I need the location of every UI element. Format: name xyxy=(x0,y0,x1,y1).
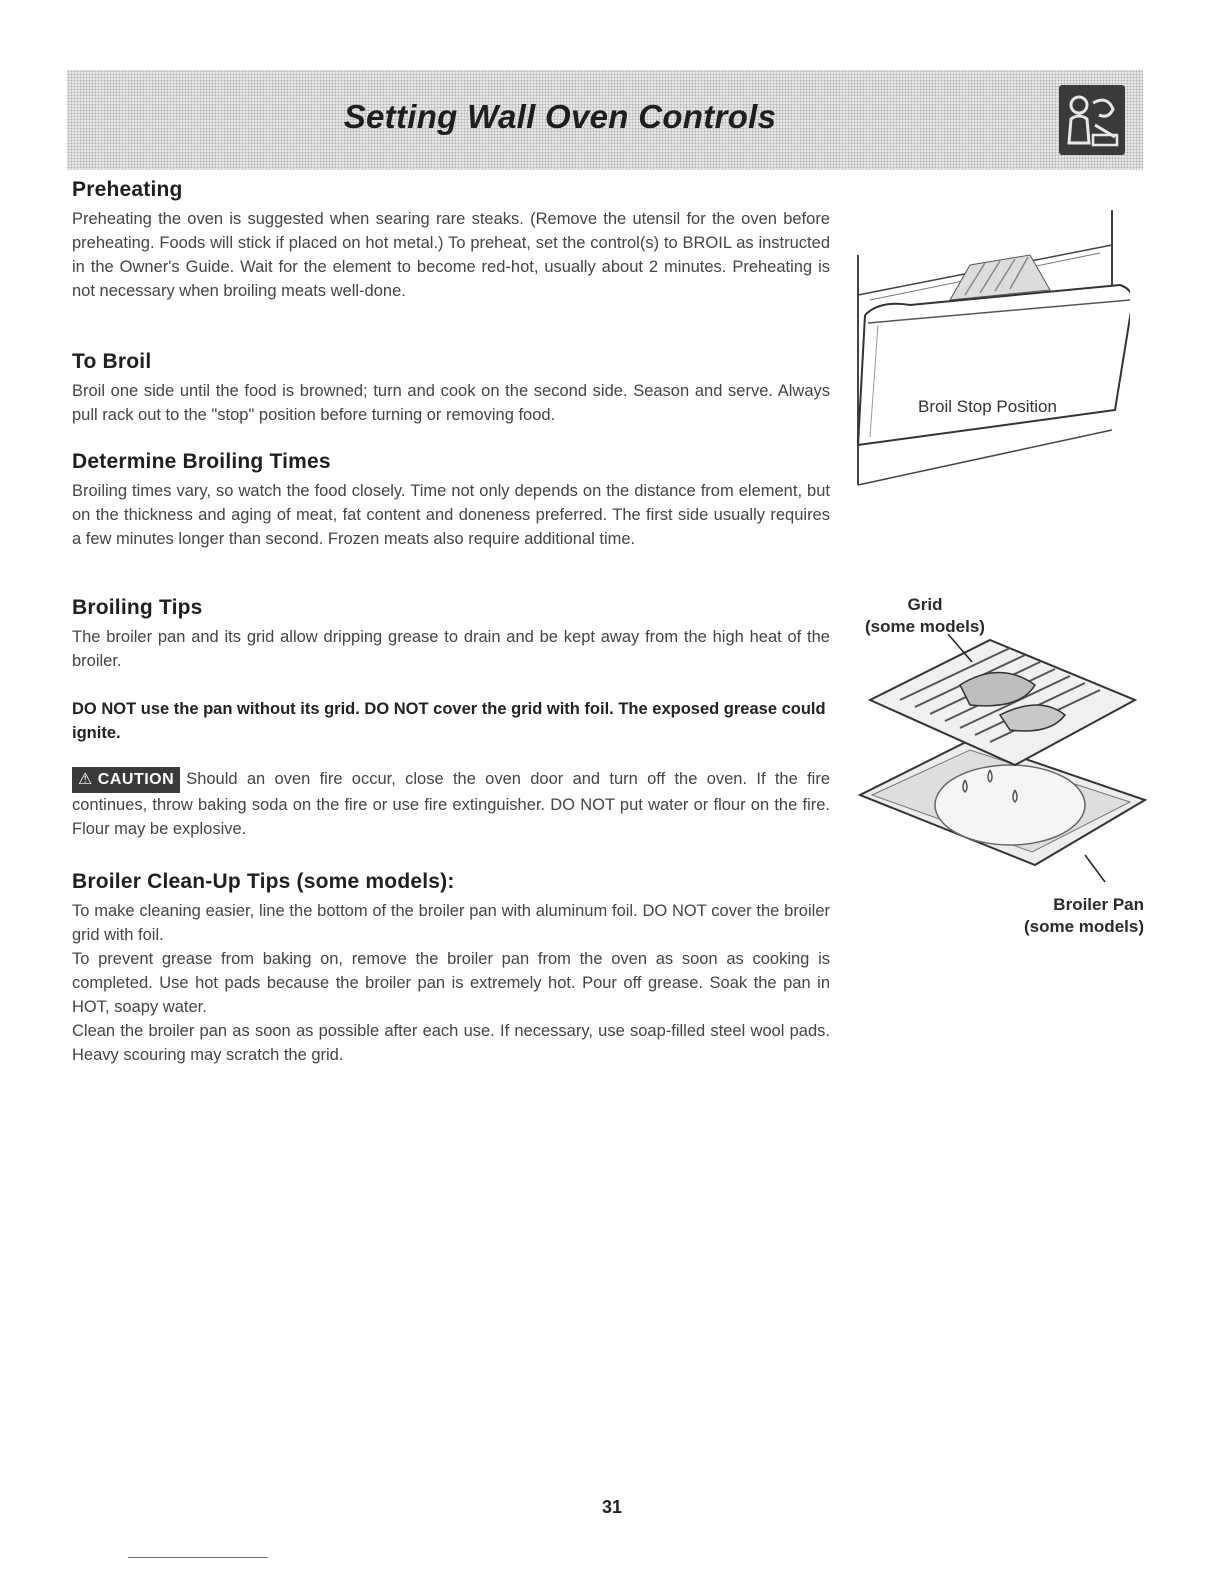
grid-foil-warning: DO NOT use the pan without its grid. DO NOT cover the grid with foil. The exposed grease could ignite. xyxy=(72,700,826,742)
page-title: Setting Wall Oven Controls xyxy=(343,98,777,135)
broil-stop-illustration xyxy=(850,205,1130,495)
footer-rule xyxy=(128,1557,268,1558)
to-broil-heading: To Broil xyxy=(72,350,152,373)
caution-label: CAUTION xyxy=(97,771,175,788)
broiling-times-body: Broiling times vary, so watch the food closely. Time not only depends on the distance from element, but on the thickness and aging of meat, fat content and doneness preferred. The first side usually requires a few minutes longer than second. Frozen meats also require additional time. xyxy=(72,482,830,548)
caution-badge xyxy=(72,767,180,793)
section-clean-up xyxy=(72,870,830,1067)
broiler-pan-label-title: Broiler Pan xyxy=(1053,895,1144,914)
caution-paragraph xyxy=(72,767,830,841)
caution-text: Should an oven fire occur, close the oven door and turn off the oven. If the fire continues, throw baking soda on the fire or use fire extinguisher. DO NOT put water or flour on the fire. Flour may be explosive. xyxy=(72,770,830,838)
grid-label-title: Grid xyxy=(907,595,943,614)
broiling-times-heading: Determine Broiling Times xyxy=(72,450,331,473)
clean-up-heading: Broiler Clean-Up Tips (some models): xyxy=(72,870,455,893)
section-broiling-tips xyxy=(72,596,830,841)
cooking-person-icon xyxy=(1059,85,1125,155)
preheating-body: Preheating the oven is suggested when searing rare steaks. (Remove the utensil for the oven before preheating. Foods will stick if placed on hot metal.) To preheat, set the control(s) to BROIL as instructed in the Owner's Guide. Wait for the element to become red-hot, usually about 2 minutes. Preheating is not necessary when broiling meats well-done. xyxy=(72,210,830,300)
broiling-tips-heading: Broiling Tips xyxy=(72,596,203,619)
broiler-pan-label-sub: (some models) xyxy=(1024,917,1144,936)
warning-triangle-icon: ⚠ xyxy=(78,771,93,788)
broiling-tips-body: The broiler pan and its grid allow dripping grease to drain and be kept away from the high heat of the broiler. xyxy=(72,628,830,670)
clean-up-para-3: Clean the broiler pan as soon as possible after each use. If necessary, use soap-filled steel wool pads. Heavy scouring may scratch the grid. xyxy=(72,1022,830,1064)
header-banner xyxy=(67,70,1143,170)
broil-stop-label: Broil Stop Position xyxy=(918,397,1057,416)
to-broil-body: Broil one side until the food is browned; turn and cook on the second side. Season and serve. Always pull rack out to the "stop" position before turning or removing food. xyxy=(72,382,830,424)
page-number: 31 xyxy=(601,1497,623,1517)
clean-up-para-1: To make cleaning easier, line the bottom of the broiler pan with aluminum foil. DO NOT cover the broiler grid with foil. xyxy=(72,902,830,944)
section-broiling-times xyxy=(72,450,830,551)
section-preheating xyxy=(72,178,830,303)
broiler-pan-illustration xyxy=(850,590,1150,950)
broiler-pan-label xyxy=(1000,894,1144,938)
grid-label-sub: (some models) xyxy=(865,617,985,636)
preheating-heading: Preheating xyxy=(72,178,183,201)
grid-label xyxy=(850,594,1000,638)
clean-up-para-2: To prevent grease from baking on, remove the broiler pan from the oven as soon as cooking is completed. Use hot pads because the broiler pan is extremely hot. Pour off grease. Soak the pan in HOT, soapy water. xyxy=(72,950,830,1016)
section-to-broil xyxy=(72,350,830,427)
